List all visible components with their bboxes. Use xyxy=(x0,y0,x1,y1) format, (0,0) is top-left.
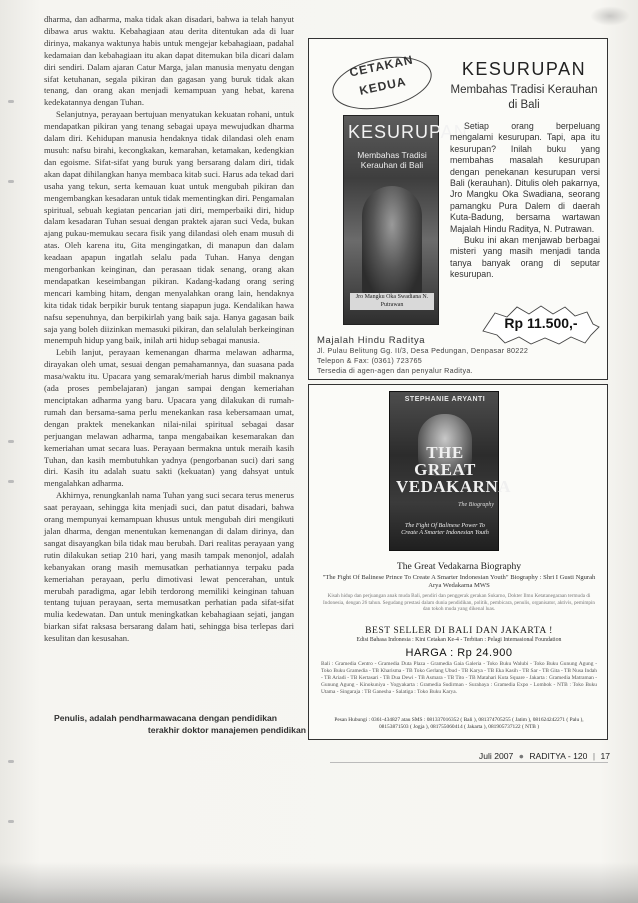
store-list: Bali : Gramedia Centro - Gramedia Duta Plaza - Gramedia Gaia Galeria - Toko Buku Walubi - Toko Buku Gunung Agung - Toko Buku Gramedia - TB Kharisma - TB Toko Gerlang Ubud - TB Karya - TB Eka Kasih - TB Sar - TB Gita - TB Nusa Indah - TB Ariadi - TB Kertasari - TB Dua Dewi - TB Asmara - TB Tito - TB Matahari Kuta Square - Jakarta : Gramedia Matraman - Gunung Agung - Kinokuniya - Yogyakarta : Gramedia Sudirman - Surabaya : Gramedia Expo - Lombok - NTB : Toko Buku Utama - Singaraja : TB Ganesha - Salatiga : Toko Buku Karya. xyxy=(321,661,597,695)
ad-description-paragraph: Setiap orang berpeluang mengalami kesurupan. Tapi, apa itu kesurupan? Inilah buku yang membahas masalah kesurupan dengan penekanan kesurupan versi Bali (kerauhan). Ditulis oleh pakarnya, Jro Mangku Oka Swadiana, seorang pamangku Pura Dalem di daerah Kuta-Badung, bersama wartawan Majalah Hindu Raditya, N. Putrawan. xyxy=(450,121,600,234)
second-edition-stamp xyxy=(327,53,429,109)
ad-description-paragraph: Buku ini akan menjawab berbagai misteri yang masih menjadi tanda tanya banyak orang di seputar kesurupan. xyxy=(450,235,600,280)
publisher-name: Majalah Hindu Raditya xyxy=(317,335,426,346)
page-footer xyxy=(370,751,610,761)
scan-smudge xyxy=(590,6,630,26)
publisher-phone: Telepon & Fax: (0361) 723765 xyxy=(317,356,423,365)
cover-title: KESURUPAN xyxy=(348,122,468,142)
ad-kesurupan xyxy=(308,38,608,380)
article-paragraph: Selanjutnya, perayaan bertujuan menyatukan kekuatan rohani, untuk mendapatkan pikiran yang tenang sebagai upaya mewujudkan dharma dalam diri. Kehidupan manusia hendaknya tidak dilandasi oleh enam musuh: nafsu birahi, kecongkakan, kemarahan, ketamakan, kedengkian dan egoisme. Sifat-sifat yang buruk yang bersarang dalam diri, tidak akan dapat dihilangkan hanya membaca kitab suci. Harus ada tekad dari usaha yang tekun, serta kemauan kuat untuk mengubah pikiran dan mengembangkan kesadaran untuk tidak mementingkan diri. Pengamalan spiritual, sebuah kegiatan pencarian jati diri, memperbaiki diri, hidup dalam kesadaran Tuhan sesuai dengan praktek ajaran suci Veda, bukan ajang pukau-memukau secara fisik yang dilandasi oleh enam musuh di atas. Oleh karena itu, Gita mengingatkan, di manapun dan dalam keadaan apapun ingatlah selalu pada Tuhan. Hanya dengan mengorbankan keinginan, dan perasaan tidak senang, orang akan mendapatkan keseimbangan pikiran. Kadang-kadang orang sering mencari kambing hitam, dengan menyalahkan orang lain, hendaknya kita tidak tidak berpikir buruk tentang siapapun juga. Kendalikan hawa nafsu sepenuhnya, dan berpikirlah yang baik saja. Hanya gagasan baik saja yang boleh diizinkan memasuki pikiran, dan selalulah berkeinginan menempuh hidup yang baik, inilah arti hidup sebagai manusia. xyxy=(44,109,294,346)
publisher-availability: Tersedia di agen-agen dan penyalur Raditya. xyxy=(317,366,473,375)
ad-vedakarna xyxy=(308,384,608,740)
book-title: The Great Vedakarna Biography xyxy=(396,561,522,572)
ad-subtitle: Membahas Tradisi Kerauhan di Bali xyxy=(450,84,598,111)
stamp-text: CETAKAN xyxy=(348,52,415,80)
book-subtitle: "The Fight Of Balinese Prince To Create A Smarter Indonesian Youth" Biography : Shri I Gusti Ngurah Arya Wedakarna MWS xyxy=(322,574,596,590)
book-cover-kesurupan xyxy=(343,115,468,325)
cover-title: THE GREAT VEDAKARNA xyxy=(396,443,511,496)
cover-biography-label: The Biography xyxy=(458,502,494,508)
footer-separator: ● xyxy=(518,751,524,761)
edition-info: Edisi Bahasa Indonesia : Kini Cetakan Ke-4 - Terbitan : Pelagi Internasional Foundation xyxy=(356,637,562,643)
scan-shadow xyxy=(0,862,638,903)
article-paragraph: Akhirnya, renungkanlah nama Tuhan yang suci secara terus menerus saat perayaan, sehingga kita menjadi suci, dan patut disadari, bahwa orang mempunyai kemampuan khusus untuk mengubah diri mengikuti jalan dharma, dengan menentukan kemenangan di dalam dirinya, dan sangat disayangkan bila tidak mau berubah. Dari realitas perayaan yang rutin dilakukan setiap 210 hari, yang masih tampak menonjol, adalah kebanyakan orang masih memusatkan perhatiannya terpaku pada kemeriahan perayaan, perlu dimotivasi lewat pencerahan, untuk merubah paradigma, agar lebih terdorong memiliki keinginan tahuan tentang tujuan perayaan, serta memusatkan perhatian pada sifat-sifat mulia kedewatan. Dan untuk meningkatkan kebahagiaan sejati, jangan biarkan sifat raksasa bersarang dalam hati, sehingga bisa terlepas dari kesulitan dan kesusahan. xyxy=(44,490,294,644)
bestseller-label: BEST SELLER DI BALI DAN JAKARTA ! xyxy=(365,625,553,636)
book-cover-vedakarna xyxy=(389,391,511,551)
footer-rule xyxy=(330,762,608,763)
page-number: 17 xyxy=(600,751,610,761)
publisher-info xyxy=(317,335,602,376)
binding-holes xyxy=(8,60,28,860)
cover-author: STEPHANIE ARYANTI xyxy=(404,396,486,403)
price-label: HARGA : Rp 24.900 xyxy=(405,647,513,659)
publisher-address: Jl. Pulau Belitung Gg. II/3, Desa Pedungan, Denpasar 80222 xyxy=(317,346,529,355)
author-note-line: terakhir doktor manajemen pendidikan xyxy=(147,725,306,735)
issue-date: Juli 2007 xyxy=(478,751,514,761)
cover-tagline: The Fight Of Balinese Power To Create A Smarter Indonesian Youth xyxy=(401,522,489,537)
article-paragraph: dharma, dan adharma, maka tidak akan disadari, bahwa ia telah hanyut dibawa arus waktu. Kebahagiaan atau derita ditentukan ada di luar dirinya, makanya waktunya habis untuk mengejar kebahagiaan, padahal kedamaian dan kebahagiaan itu akan dapat ditemukan bila dicari dalam diri sendiri. Dalam ajaran Catur Marga, jalan manusia menyatu dengan sifat ketuhanan, segala pikiran dan gagasan yang buruk tidak akan tenang, dan orang akan menjadi kemampuan yang hebat, karena kedekatannya dengan Tuhan. xyxy=(44,14,294,108)
book-blurb: Kisah hidup dan perjuangan anak muda Bali, pendiri dan penggerak gerakan Sukarno, Dokter Ilmu Ketatanegaraan termuda di Indonesia, dengan 26 tahun. Segudang prestasi dalam dunia pendidikan, politik, pembicara, penulis, organisator, aktivis, pemimpin dan tokoh muda yang dikenal luas. xyxy=(323,593,595,613)
footer-separator: | xyxy=(592,751,596,761)
cover-figure-image xyxy=(362,186,422,296)
article-body xyxy=(44,14,294,645)
stamp-text: KEDUA xyxy=(358,74,408,98)
author-note-line: Penulis, adalah pendharmawacana dengan pendidikan xyxy=(54,713,278,723)
article-paragraph: Lebih lanjut, perayaan kemenangan dharma melawan adharma, dirayakan oleh umat, sesuai dengan pemahamannya, dan suasana pada masa/waktu itu. Upacara yang semarak/meriah harus dimbil maknanya (ada proses pembelajaran) jangan sampai dengan kemeriahan menciptakan adharma yang baru. Upacara yang dilakukan di rumah-rumah dan bersama-sama perlu menekankan rasa kebersamaan umat, dengan praktek menekankan nilai-nilai spiritual sebagai dasar perjuangan melawan adharma, tanpa mengabaikan kesemarakan dan kemeriahan umat secara luas. Perayaan bermakna untuk meraih kasih Tuhan, dan kasih membutuhkan yadnya (pengorbanan suci) dari sang diri. Kasih itu adalah suatu sakti (kekuatan) yang dahsyat untuk mengalahkan adharma. xyxy=(44,347,294,489)
order-contact: Pesan Hubungi : 0361-434827 atau SMS : 081337016352 ( Bali ), 081374705255 ( Jatim ), 081624242271 ( Palu ), 08153871503 ( Jogja ), 081755060414 ( Jakarta ), 081905737122 ( NTB ) xyxy=(334,717,584,730)
magazine-issue: RADITYA - 120 xyxy=(529,751,588,761)
ad-title: KESURUPAN xyxy=(461,59,587,79)
price-label: Rp 11.500,- xyxy=(504,315,578,331)
ad-description xyxy=(450,121,600,281)
cover-author: Jro Mangku Oka Swadiana N. Putrawan xyxy=(350,293,434,310)
author-note xyxy=(54,712,306,736)
cover-subtitle: Membahas Tradisi Kerauhan di Bali xyxy=(357,150,427,170)
